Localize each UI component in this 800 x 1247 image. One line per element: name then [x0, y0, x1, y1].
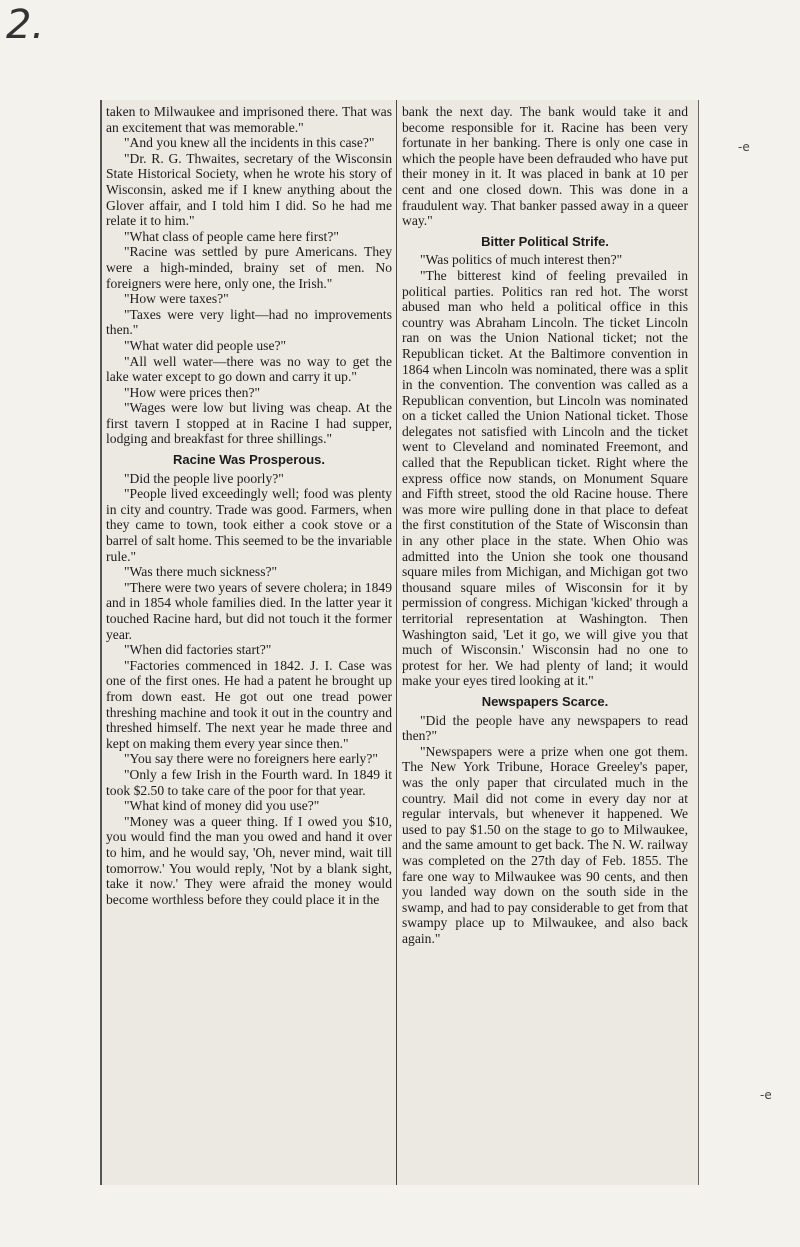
paragraph: "You say there were no foreigners here early?" — [124, 751, 378, 767]
paragraph: "How were taxes?" — [124, 291, 229, 307]
column-rule — [396, 100, 397, 1185]
left-column — [106, 104, 392, 907]
paragraph: "Did the people have any newspapers to read then?" — [402, 712, 688, 744]
paragraph: taken to Milwaukee and imprisoned there. That was an excitement that was memorable." — [106, 104, 392, 135]
right-column — [402, 104, 688, 946]
paragraph: "There were two years of severe cholera; in 1849 and in 1854 whole families died. In the latter year it touched Racine hard, but did not touch it the former year. — [106, 579, 392, 642]
paragraph: "Dr. R. G. Thwaites, secretary of the Wisconsin State Historical Society, when he wrote his story of Wisconsin, asked me if I knew anything about the Glover affair, and I told him I did. So he had me relate it to him." — [106, 150, 392, 229]
paragraph: "What water did people use?" — [124, 337, 287, 353]
section-heading: Newspapers Scarce. — [481, 693, 609, 709]
paragraph: "Only a few Irish in the Fourth ward. In 1849 it took $2.50 to take care of the poor for that year. — [106, 766, 392, 798]
newspaper-clipping — [100, 100, 699, 1185]
paragraph: "Newspapers were a prize when one got them. The New York Tribune, Horace Greeley's paper, was the only paper that circulated much in the country. Mail did not come in every day nor at regular intervals, but whenever it happened. We used to pay $1.50 on the stage to go to Milwaukee, and the same amount to get back. The N. W. railway was completed on the 27th day of Feb. 1855. The fare one way to Milwaukee was 90 cents, and then you landed way down on the south side in the swamp, and had to pay considerable to get from that swampy place up to Milwaukee, and also back again." — [402, 743, 688, 946]
paragraph: "Was there much sickness?" — [124, 564, 278, 580]
paragraph: "People lived exceedingly well; food was plenty in city and country. Trade was good. Farmers, when they came to town, took either a cook stove or a barrel of salt home. This seemed to be the invariable rule." — [106, 486, 392, 564]
paragraph: "All well water—there was no way to get the lake water except to go down and carry it up." — [106, 353, 392, 385]
paragraph: "Racine was settled by pure Americans. They were a high-minded, brainy set of men. No foreigners were here, only one, the Irish." — [106, 244, 392, 291]
paragraph: "Did the people live poorly?" — [124, 470, 284, 486]
paragraph: "Wages were low but living was cheap. At the first tavern I stopped at in Racine I had supper, lodging and breakfast for three shillings." — [106, 400, 392, 447]
margin-mark: -e — [760, 1088, 772, 1102]
paragraph: bank the next day. The bank would take it and become responsible for it. Racine has been very fortunate in her banking. There is only one case in which the people have been defrauded who have put their money in it. It was placed in bank at 10 per cent and one closed down. This was done in a fraudulent way. That banker passed away in a queer way." — [402, 104, 688, 229]
paragraph: "How were prices then?" — [124, 384, 261, 400]
paragraph: "Factories commenced in 1842. J. I. Case was one of the first ones. He had a patent he brought up from down east. He got out one tread power threshing machine and took it out in the country and threshed himself. The next year he made three and kept on making them every year since then." — [106, 657, 392, 751]
paragraph: "What kind of money did you use?" — [124, 798, 320, 814]
paragraph: "What class of people came here first?" — [124, 228, 339, 244]
section-heading: Bitter Political Strife. — [481, 233, 609, 249]
margin-mark: -e — [738, 140, 750, 154]
paragraph: "The bitterest kind of feeling prevailed in political parties. Politics ran red hot. The worst abused man who held a political office in this country was Abraham Lincoln. The ticket Lincoln ran on was the Union National ticket; not the Republican ticket. At the Baltimore convention in 1864 when Lincoln was nominated, there was a split in the convention. The convention was called as a Republican convention, but Lincoln was nominated on a ticket called the Union National ticket. Those delegates not satisfied with Lincoln and the ticket went to Cleveland and nominated Freemont, and called that the Republican ticket. Right where the express office now stands, on Monument Square and Fifth street, stood the old Racine house. There was more wire pulling done in that place to defeat the first constitution of the State of Wisconsin than in any other place in the state. When Ohio was admitted into the Union she took one thousand square miles from Michigan, and Michigan got two thousand square miles of Wisconsin for it by permission of congress. Michigan 'kicked' through a territorial representation at Washington. Then Washington said, 'Let it go, we will give you that much of Wisconsin.' Wisconsin had no one to protest for her. We had plenty of land; it would make your eyes tired looking at it." — [402, 267, 688, 689]
paragraph: "Taxes were very light—had no improvements then." — [106, 306, 392, 338]
paragraph: "Was politics of much interest then?" — [420, 252, 623, 268]
paragraph: "Money was a queer thing. If I owed you $10, you would find the man you owed and hand it over to him, and he would say, 'Oh, never mind, wait till tomorrow.' You would reply, 'Not by a blank sight, take it now.' They were afraid the money would become worthless before they could place it in the — [106, 813, 392, 907]
paragraph: "When did factories start?" — [124, 642, 272, 658]
paragraph: "And you knew all the incidents in this case?" — [124, 135, 375, 151]
section-heading: Racine Was Prosperous. — [173, 452, 325, 468]
page-number: 2. — [6, 2, 45, 48]
